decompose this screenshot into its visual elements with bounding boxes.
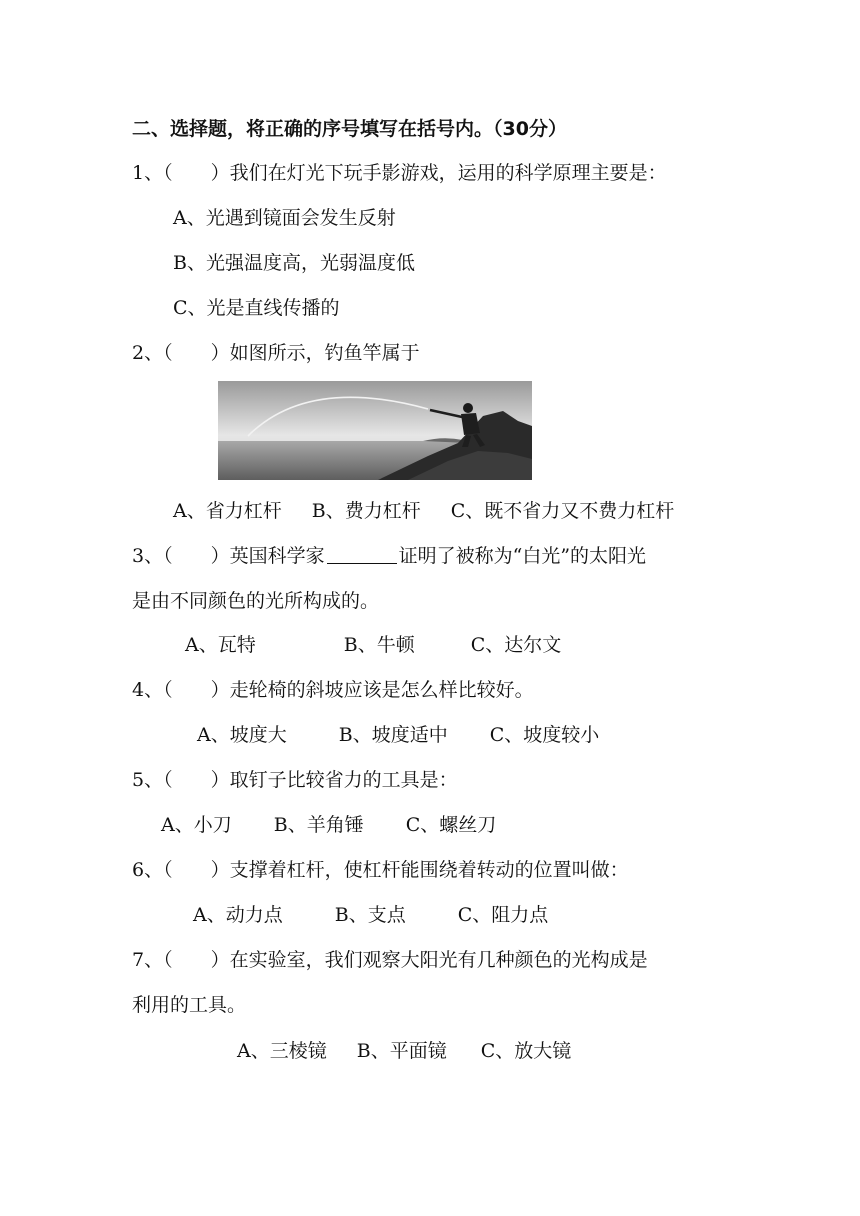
question-1-option-c: C、光是直线传播的	[173, 297, 340, 319]
question-3-option-a: A、瓦特	[185, 634, 256, 656]
question-3-blank[interactable]	[327, 543, 397, 564]
question-4-option-a: A、坡度大	[197, 724, 287, 746]
question-4-text: 走轮椅的斜坡应该是怎么样比较好。	[229, 679, 534, 701]
question-7	[132, 947, 648, 973]
question-6-options	[193, 902, 548, 928]
question-5-number: 5、（ ）	[132, 769, 230, 791]
question-3-text-after: 证明了被称为“白光”的太阳光	[398, 545, 647, 567]
question-2-text: 如图所示，钓鱼竿属于	[229, 342, 420, 364]
fishing-photo	[218, 381, 532, 480]
question-1-option-a: A、光遇到镜面会发生反射	[173, 207, 396, 229]
question-5-option-c: C、螺丝刀	[405, 814, 497, 836]
question-5-text: 取钉子比较省力的工具是：	[229, 769, 458, 791]
question-4-option-b: B、坡度适中	[338, 724, 448, 746]
question-5	[132, 767, 458, 793]
question-4-number: 4、（ ）	[132, 679, 230, 701]
question-7-option-a: A、三棱镜	[237, 1040, 327, 1062]
question-2-options	[173, 498, 674, 524]
question-6-option-c: C、阻力点	[457, 904, 549, 926]
question-5-options	[161, 812, 496, 838]
question-4-options	[197, 722, 599, 748]
question-2-option-a: A、省力杠杆	[173, 500, 282, 522]
question-3-text-line2: 是由不同颜色的光所构成的。	[132, 590, 380, 612]
question-5-option-b: B、羊角锤	[273, 814, 364, 836]
question-4-option-c: C、坡度较小	[489, 724, 600, 746]
question-6	[132, 857, 629, 883]
question-3-number: 3、（ ）	[132, 545, 230, 567]
question-4	[132, 677, 534, 703]
question-3	[132, 543, 646, 569]
question-2-option-c: C、既不省力又不费力杠杆	[450, 500, 675, 522]
question-3-option-c: C、达尔文	[470, 634, 562, 656]
section-title: 二、选择题，将正确的序号填写在括号内。（30分）	[132, 118, 567, 140]
question-2-number: 2、（ ）	[132, 342, 230, 364]
question-6-option-b: B、支点	[334, 904, 406, 926]
question-1-option-b: B、光强温度高，光弱温度低	[173, 252, 415, 274]
question-7-number: 7、（ ）	[132, 949, 230, 971]
question-3-option-b: B、牛顿	[343, 634, 415, 656]
question-7-option-c: C、放大镜	[480, 1040, 572, 1062]
question-3-options	[185, 632, 561, 658]
question-7-text: 在实验室，我们观察大阳光有几种颜色的光构成是	[229, 949, 648, 971]
question-5-option-a: A、小刀	[161, 814, 232, 836]
question-7-option-b: B、平面镜	[356, 1040, 447, 1062]
question-6-text: 支撑着杠杆，使杠杆能围绕着转动的位置叫做：	[229, 859, 629, 881]
question-6-option-a: A、动力点	[193, 904, 283, 926]
question-7-text-line2: 利用的工具。	[132, 994, 247, 1016]
question-1-text: 我们在灯光下玩手影游戏，运用的科学原理主要是：	[229, 162, 667, 184]
question-2	[132, 340, 420, 366]
question-1	[132, 160, 667, 186]
question-6-number: 6、（ ）	[132, 859, 230, 881]
question-3-text-before: 英国科学家	[229, 545, 325, 567]
question-2-option-b: B、费力杠杆	[311, 500, 421, 522]
question-1-number: 1、（ ）	[132, 162, 230, 184]
question-7-options	[237, 1038, 571, 1064]
